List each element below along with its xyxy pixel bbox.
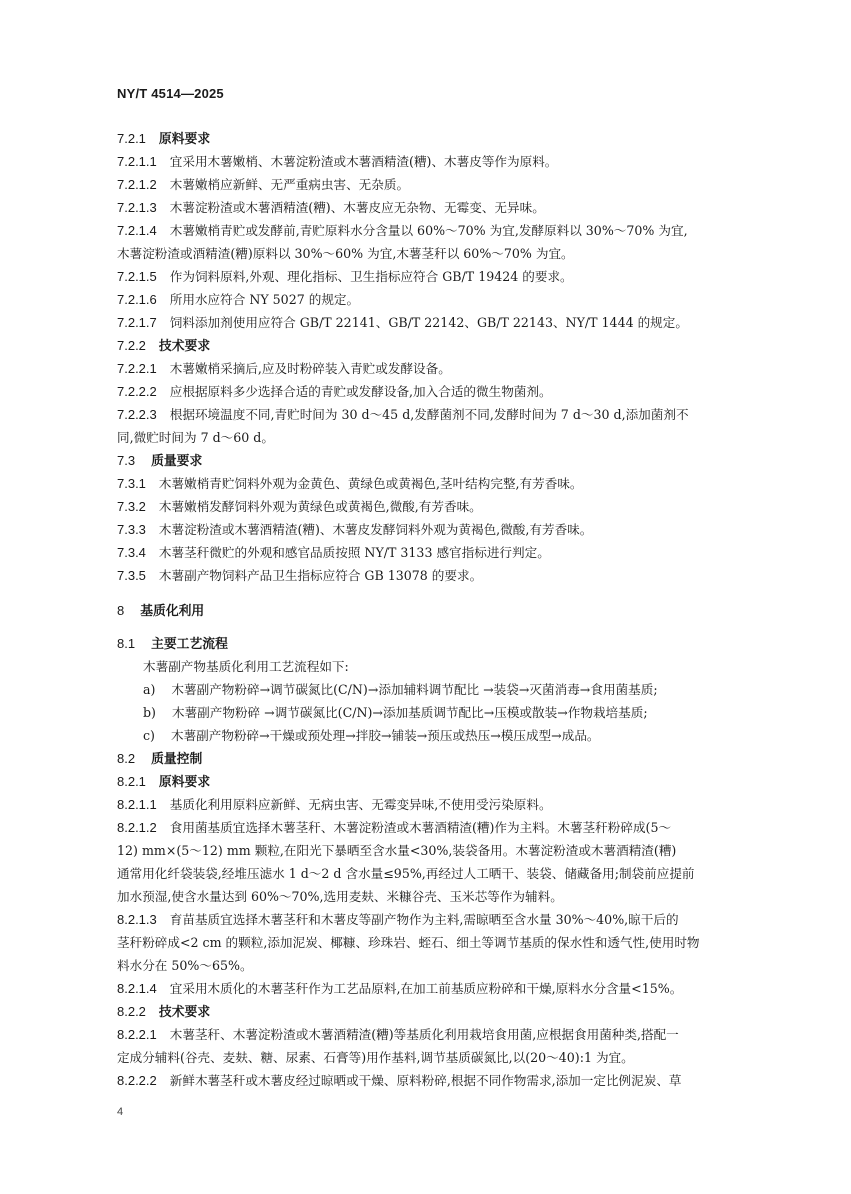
section-heading: 8.2.1 原料要求 <box>117 774 211 789</box>
clause: 7.3.1 木薯嫩梢青贮饲料外观为金黄色、黄绿色或黄褐色,茎叶结构完整,有芳香味。 <box>117 476 583 491</box>
clause: 7.2.1.3 木薯淀粉渣或木薯酒精渣(糟)、木薯皮应无杂物、无霉变、无异味。 <box>117 200 545 215</box>
clause: 7.3.3 木薯淀粉渣或木薯酒精渣(糟)、木薯皮发酵饲料外观为黄褐色,微酸,有芳香味。 <box>117 522 593 537</box>
clause: 8.2.2.2 新鲜木薯茎秆或木薯皮经过晾晒或干燥、原料粉碎,根据不同作物需求,添加一定比例泥炭、草 <box>117 1073 682 1088</box>
page-number: 4 <box>117 1106 124 1118</box>
clause: 7.2.1.7 饲料添加剂使用应符合 GB/T 22141、GB/T 22142、GB/T 22143、NY/T 1444 的规定。 <box>117 315 688 330</box>
clause: 7.2.2.1 木薯嫩梢采摘后,应及时粉碎装入青贮或发酵设备。 <box>117 361 451 376</box>
section-heading: 8.2.2 技术要求 <box>117 1004 211 1019</box>
clause: 7.2.2.2 应根据原料多少选择合适的青贮或发酵设备,加入合适的微生物菌剂。 <box>117 384 552 399</box>
clause: 8.2.1.2 食用菌基质宜选择木薯茎秆、木薯淀粉渣或木薯酒精渣(糟)作为主料。木薯茎秆粉碎成(5～ <box>117 820 672 835</box>
clause: 7.2.1.5 作为饲料原料,外观、理化指标、卫生指标应符合 GB/T 19424 的要求。 <box>117 269 573 284</box>
document-body <box>117 127 772 1092</box>
clause: 7.2.1.1 宜采用木薯嫩梢、木薯淀粉渣或木薯酒精渣(糟)、木薯皮等作为原料。 <box>117 154 558 169</box>
clause-continuation: 木薯淀粉渣或酒精渣(糟)原料以 30%～60% 为宜,木薯茎秆以 60%～70% 为宜。 <box>117 246 574 261</box>
clause: 8.2.2.1 木薯茎秆、木薯淀粉渣或木薯酒精渣(糟)等基质化利用栽培食用菌,应根据食用菌种类,搭配一 <box>117 1027 679 1042</box>
clause-continuation: 加水预湿,使含水量达到 60%～70%,选用麦麸、米糠谷壳、玉米芯等作为辅料。 <box>117 889 563 904</box>
section-heading: 8.2 质量控制 <box>117 751 203 766</box>
clause-continuation: 同,微贮时间为 7 d～60 d。 <box>117 430 274 445</box>
clause-continuation: 12) mm×(5～12) mm 颗粒,在阳光下暴晒至含水量<30%,装袋备用。木薯淀粉渣或木薯酒精渣(糟) <box>117 843 677 858</box>
clause: 7.3.2 木薯嫩梢发酵饲料外观为黄绿色或黄褐色,微酸,有芳香味。 <box>117 499 482 514</box>
standard-code: NY/T 4514—2025 <box>117 86 224 101</box>
clause-continuation: 定成分辅料(谷壳、麦麸、糖、尿素、石膏等)用作基料,调节基质碳氮比,以(20～40):1 为宜。 <box>117 1050 634 1065</box>
section-heading: 7.3 质量要求 <box>117 453 203 468</box>
section-heading: 8.1 主要工艺流程 <box>117 636 228 651</box>
clause: 7.3.4 木薯茎秆微贮的外观和感官品质按照 NY/T 3133 感官指标进行判定。 <box>117 545 550 560</box>
flow-item: c) 木薯副产物粉碎→干燥或预处理→拌胶→铺装→预压或热压→模压成型→成品。 <box>143 728 600 743</box>
clause: 7.3.5 木薯副产物饲料产品卫生指标应符合 GB 13078 的要求。 <box>117 568 483 583</box>
clause: 7.2.1.6 所用水应符合 NY 5027 的规定。 <box>117 292 360 307</box>
clause: 7.2.2.3 根据环境温度不同,青贮时间为 30 d～45 d,发酵菌剂不同,发酵时间为 7 d～30 d,添加菌剂不 <box>117 407 689 422</box>
section-heading: 7.2.2 技术要求 <box>117 338 211 353</box>
clause: 7.2.1.2 木薯嫩梢应新鲜、无严重病虫害、无杂质。 <box>117 177 410 192</box>
clause: 8.2.1.3 育苗基质宜选择木薯茎秆和木薯皮等副产物作为主料,需晾晒至含水量 30%～40%,晾干后的 <box>117 912 679 927</box>
clause: 8.2.1.1 基质化利用原料应新鲜、无病虫害、无霉变异味,不使用受污染原料。 <box>117 797 552 812</box>
chapter-heading: 8 基质化利用 <box>117 603 205 618</box>
clause-continuation: 茎秆粉碎成<2 cm 的颗粒,添加泥炭、椰糠、珍珠岩、蛭石、细土等调节基质的保水性和透气性,使用时物 <box>117 935 700 950</box>
flow-item: a) 木薯副产物粉碎→调节碳氮比(C/N)→添加辅料调节配比 →装袋→灭菌消毒→食用菌基质; <box>143 682 658 697</box>
flow-item: b) 木薯副产物粉碎 →调节碳氮比(C/N)→添加基质调节配比→压模或散装→作物栽培基质; <box>143 705 648 720</box>
clause: 8.2.1.4 宜采用木质化的木薯茎秆作为工艺品原料,在加工前基质应粉碎和干燥,原料水分含量<15%。 <box>117 981 683 996</box>
flow-intro: 木薯副产物基质化利用工艺流程如下: <box>143 659 349 674</box>
clause-continuation: 通常用化纤袋装袋,经堆压滤水 1 d～2 d 含水量≤95%,再经过人工晒干、装袋、储藏备用;制袋前应提前 <box>117 866 695 881</box>
clause: 7.2.1.4 木薯嫩梢青贮或发酵前,青贮原料水分含量以 60%～70% 为宜,发酵原料以 30%～70% 为宜, <box>117 223 688 238</box>
section-heading: 7.2.1 原料要求 <box>117 131 211 146</box>
clause-continuation: 料水分在 50%～65%。 <box>117 958 253 973</box>
